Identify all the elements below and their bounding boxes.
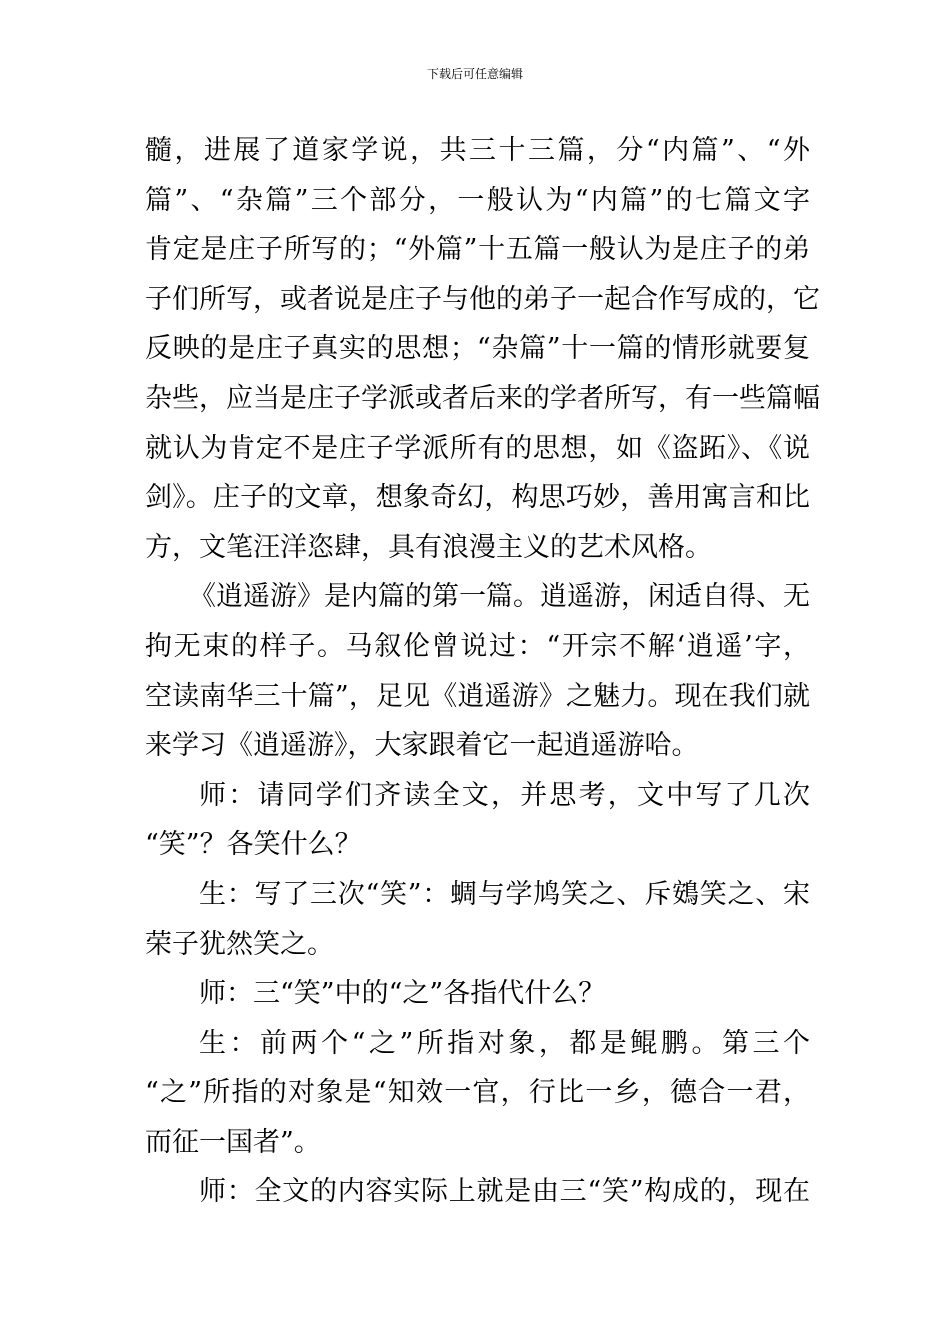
text-line: “笑”？各笑什么？ [145, 829, 362, 861]
text-line: 反映的是庄子真实的思想；“杂篇”十一篇的情形就要复 [145, 333, 810, 365]
text-line: 就认为肯定不是庄子学派所有的思想，如《盗跖》、《说 [145, 432, 810, 464]
text-line: 《逍遥游》是内篇的第一篇。逍遥游，闲适自得、无 [189, 581, 810, 613]
text-line: 子们所写，或者说是庄子与他的弟子一起合作写成的，它 [145, 283, 820, 315]
text-line: 拘无束的样子。马叙伦曾说过：“开宗不解‘逍遥’字， [145, 630, 810, 662]
text-line: 剑》。庄子的文章，想象奇幻，构思巧妙，善用寓言和比 [145, 482, 810, 514]
text-line: 肯定是庄子所写的；“外篇”十五篇一般认为是庄子的弟 [145, 234, 810, 266]
text-line: 篇”、“杂篇”三个部分，一般认为“内篇”的七篇文字 [145, 184, 810, 216]
text-line: 师：三“笑”中的“之”各指代什么？ [199, 978, 606, 1010]
text-line: 方，文笔汪洋恣肆，具有浪漫主义的艺术风格。 [145, 531, 712, 563]
text-line: 师：请同学们齐读全文，并思考，文中写了几次 [199, 779, 810, 811]
text-line: 生：前两个“之”所指对象，都是鲲鹏。第三个 [199, 1027, 810, 1059]
text-line: 杂些，应当是庄子学派或者后来的学者所写，有一些篇幅 [145, 382, 820, 414]
text-line: 荣子犹然笑之。 [145, 928, 334, 960]
text-line: 来学习《逍遥游》，大家跟着它一起逍遥游哈。 [145, 730, 699, 762]
page-header: 下载后可任意编辑 [426, 67, 523, 81]
text-line: 师：全文的内容实际上就是由三“笑”构成的，现在 [199, 1176, 810, 1208]
text-line: 生：写了三次“笑”：蜩与学鸠笑之、斥鴳笑之、宋 [199, 878, 810, 910]
text-line: 而征一国者”。 [145, 1126, 321, 1158]
text-line: 空读南华三十篇”，足见《逍遥游》之魅力。现在我们就 [145, 680, 810, 712]
text-line: 髓，进展了道家学说，共三十三篇，分“内篇”、“外 [145, 135, 810, 166]
document-body [145, 126, 820, 1217]
text-line: “之”所指的对象是“知效一官，行比一乡，德合一君， [145, 1077, 810, 1109]
